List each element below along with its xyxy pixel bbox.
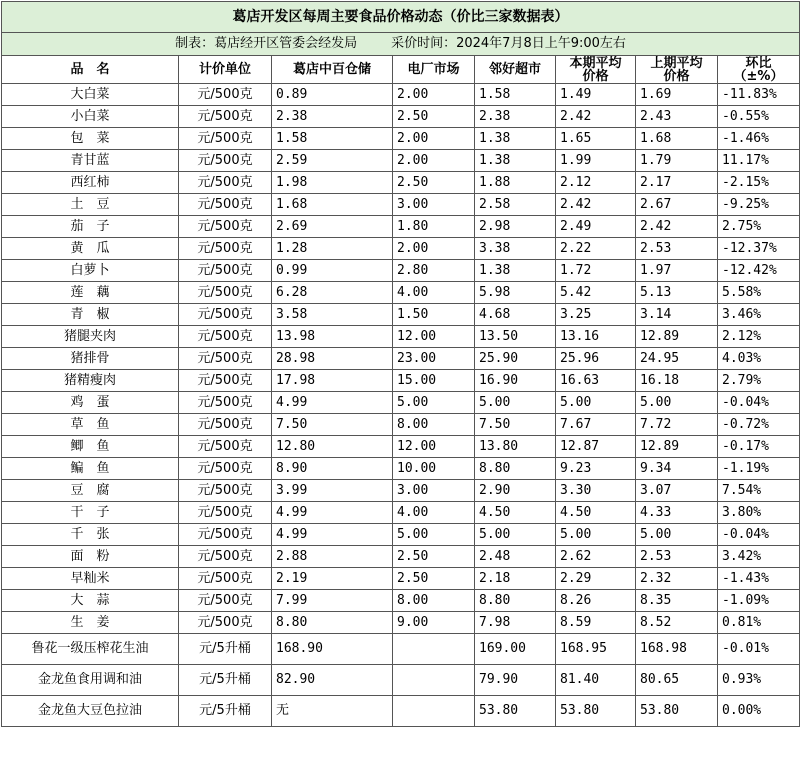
table-row [2,480,800,502]
cell-zhongbai-price: 无 [272,696,393,727]
cell-item-name: 金龙鱼食用调和油 [2,665,179,696]
cell-previous-avg: 5.13 [636,282,718,304]
cell-unit: 元/500克 [179,590,272,612]
table-row [2,370,800,392]
cell-linhao-price: 4.50 [475,502,556,524]
cell-linhao-price: 2.18 [475,568,556,590]
collect-time-label: 采价时间：2024年7月8日上午9:00左右 [391,36,626,51]
cell-previous-avg: 24.95 [636,348,718,370]
cell-unit: 元/500克 [179,392,272,414]
table-row [2,172,800,194]
cell-change: 4.03% [718,348,800,370]
cell-current-avg: 7.67 [556,414,636,436]
cell-linhao-price: 1.58 [475,84,556,106]
cell-zhongbai-price: 6.28 [272,282,393,304]
cell-change: 7.54% [718,480,800,502]
cell-zhongbai-price: 3.58 [272,304,393,326]
cell-change: 3.80% [718,502,800,524]
cell-zhongbai-price: 1.68 [272,194,393,216]
cell-unit: 元/500克 [179,282,272,304]
cell-previous-avg: 2.53 [636,546,718,568]
cell-unit: 元/500克 [179,546,272,568]
cell-unit: 元/500克 [179,524,272,546]
cell-zhongbai-price: 1.28 [272,238,393,260]
cell-current-avg: 13.16 [556,326,636,348]
cell-unit: 元/500克 [179,502,272,524]
cell-zhongbai-price: 1.98 [272,172,393,194]
cell-change: -11.83% [718,84,800,106]
cell-item-name: 土 豆 [2,194,179,216]
cell-previous-avg: 9.34 [636,458,718,480]
cell-unit: 元/500克 [179,260,272,282]
cell-item-name: 鳊 鱼 [2,458,179,480]
cell-current-avg: 5.42 [556,282,636,304]
table-row [2,128,800,150]
table-subtitle [2,33,800,56]
cell-change: -12.42% [718,260,800,282]
cell-unit: 元/5升桶 [179,634,272,665]
table-title: 葛店开发区每周主要食品价格动态（价比三家数据表） [2,2,800,33]
cell-linhao-price: 2.38 [475,106,556,128]
cell-dianchang-price: 2.00 [393,84,475,106]
cell-dianchang-price: 8.00 [393,590,475,612]
cell-previous-avg: 168.98 [636,634,718,665]
cell-zhongbai-price: 2.88 [272,546,393,568]
cell-current-avg: 2.12 [556,172,636,194]
cell-change: 2.79% [718,370,800,392]
cell-linhao-price: 7.50 [475,414,556,436]
cell-linhao-price: 3.38 [475,238,556,260]
cell-zhongbai-price: 82.90 [272,665,393,696]
cell-dianchang-price: 2.00 [393,128,475,150]
table-row [2,282,800,304]
cell-current-avg: 3.25 [556,304,636,326]
cell-linhao-price: 4.68 [475,304,556,326]
cell-unit: 元/500克 [179,370,272,392]
table-row [2,568,800,590]
cell-zhongbai-price: 4.99 [272,392,393,414]
header-unit: 计价单位 [179,56,272,84]
cell-zhongbai-price: 8.80 [272,612,393,634]
cell-zhongbai-price: 7.99 [272,590,393,612]
cell-item-name: 鲫 鱼 [2,436,179,458]
cell-current-avg: 3.30 [556,480,636,502]
table-row [2,348,800,370]
cell-dianchang-price: 3.00 [393,194,475,216]
price-table [1,1,800,727]
cell-linhao-price: 2.98 [475,216,556,238]
cell-dianchang-price: 4.00 [393,502,475,524]
cell-unit: 元/5升桶 [179,665,272,696]
cell-linhao-price: 1.38 [475,150,556,172]
cell-unit: 元/5升桶 [179,696,272,727]
maker-label: 制表：葛店经开区管委会经发局 [175,36,358,51]
cell-dianchang-price: 2.50 [393,106,475,128]
cell-item-name: 早籼米 [2,568,179,590]
cell-current-avg: 9.23 [556,458,636,480]
cell-zhongbai-price: 4.99 [272,524,393,546]
cell-unit: 元/500克 [179,150,272,172]
cell-linhao-price: 1.38 [475,128,556,150]
cell-change: 11.17% [718,150,800,172]
cell-linhao-price: 1.88 [475,172,556,194]
cell-change: -1.43% [718,568,800,590]
cell-dianchang-price: 12.00 [393,436,475,458]
cell-dianchang-price: 23.00 [393,348,475,370]
cell-change: 0.93% [718,665,800,696]
cell-change: -9.25% [718,194,800,216]
cell-item-name: 鸡 蛋 [2,392,179,414]
cell-unit: 元/500克 [179,128,272,150]
cell-current-avg: 2.22 [556,238,636,260]
cell-item-name: 青 椒 [2,304,179,326]
cell-current-avg: 25.96 [556,348,636,370]
cell-linhao-price: 53.80 [475,696,556,727]
table-row [2,150,800,172]
cell-linhao-price: 5.98 [475,282,556,304]
table-row [2,458,800,480]
cell-previous-avg: 1.97 [636,260,718,282]
cell-item-name: 大白菜 [2,84,179,106]
cell-previous-avg: 8.52 [636,612,718,634]
cell-dianchang-price: 10.00 [393,458,475,480]
cell-current-avg: 2.62 [556,546,636,568]
cell-linhao-price: 5.00 [475,392,556,414]
table-row [2,590,800,612]
table-row [2,546,800,568]
cell-dianchang-price: 9.00 [393,612,475,634]
cell-current-avg: 8.59 [556,612,636,634]
cell-change: -0.01% [718,634,800,665]
cell-current-avg: 16.63 [556,370,636,392]
table-row [2,392,800,414]
table-row [2,436,800,458]
cell-unit: 元/500克 [179,612,272,634]
cell-dianchang-price: 12.00 [393,326,475,348]
cell-linhao-price: 16.90 [475,370,556,392]
cell-linhao-price: 7.98 [475,612,556,634]
cell-change: -1.46% [718,128,800,150]
header-change: 环比 （±%） [718,56,800,84]
cell-change: 2.75% [718,216,800,238]
cell-unit: 元/500克 [179,194,272,216]
table-row [2,502,800,524]
cell-dianchang-price: 5.00 [393,524,475,546]
cell-zhongbai-price: 3.99 [272,480,393,502]
cell-change: -12.37% [718,238,800,260]
cell-dianchang-price: 4.00 [393,282,475,304]
cell-previous-avg: 2.17 [636,172,718,194]
cell-current-avg: 1.99 [556,150,636,172]
cell-item-name: 豆 腐 [2,480,179,502]
cell-current-avg: 12.87 [556,436,636,458]
cell-previous-avg: 2.53 [636,238,718,260]
cell-current-avg: 1.72 [556,260,636,282]
cell-change: -1.09% [718,590,800,612]
cell-current-avg: 53.80 [556,696,636,727]
cell-zhongbai-price: 1.58 [272,128,393,150]
cell-current-avg: 2.42 [556,106,636,128]
cell-linhao-price: 8.80 [475,590,556,612]
cell-previous-avg: 53.80 [636,696,718,727]
cell-unit: 元/500克 [179,238,272,260]
cell-change: -0.55% [718,106,800,128]
cell-change: -0.72% [718,414,800,436]
cell-previous-avg: 12.89 [636,326,718,348]
cell-previous-avg: 12.89 [636,436,718,458]
cell-change: -1.19% [718,458,800,480]
cell-item-name: 金龙鱼大豆色拉油 [2,696,179,727]
table-row [2,216,800,238]
cell-item-name: 面 粉 [2,546,179,568]
cell-current-avg: 5.00 [556,524,636,546]
cell-change: 5.58% [718,282,800,304]
cell-change: 3.42% [718,546,800,568]
cell-item-name: 猪精瘦肉 [2,370,179,392]
cell-item-name: 莲 藕 [2,282,179,304]
cell-change: 2.12% [718,326,800,348]
cell-unit: 元/500克 [179,304,272,326]
cell-zhongbai-price: 28.98 [272,348,393,370]
table-row [2,238,800,260]
cell-unit: 元/500克 [179,436,272,458]
cell-change: 0.00% [718,696,800,727]
cell-linhao-price: 2.48 [475,546,556,568]
cell-item-name: 千 张 [2,524,179,546]
table-row [2,194,800,216]
cell-change: -2.15% [718,172,800,194]
cell-zhongbai-price: 2.19 [272,568,393,590]
cell-previous-avg: 8.35 [636,590,718,612]
cell-linhao-price: 169.00 [475,634,556,665]
table-row [2,665,800,696]
cell-dianchang-price: 2.50 [393,172,475,194]
cell-previous-avg: 3.07 [636,480,718,502]
cell-dianchang-price: 2.00 [393,238,475,260]
cell-previous-avg: 80.65 [636,665,718,696]
subtitle-row [2,33,800,56]
cell-unit: 元/500克 [179,480,272,502]
cell-previous-avg: 5.00 [636,524,718,546]
cell-current-avg: 168.95 [556,634,636,665]
cell-linhao-price: 8.80 [475,458,556,480]
cell-item-name: 大 蒜 [2,590,179,612]
cell-dianchang-price: 5.00 [393,392,475,414]
cell-current-avg: 8.26 [556,590,636,612]
cell-unit: 元/500克 [179,84,272,106]
cell-linhao-price: 25.90 [475,348,556,370]
header-zhongbai: 葛店中百仓储 [272,56,393,84]
cell-current-avg: 2.42 [556,194,636,216]
cell-dianchang-price [393,665,475,696]
table-row [2,414,800,436]
cell-zhongbai-price: 2.59 [272,150,393,172]
cell-zhongbai-price: 168.90 [272,634,393,665]
cell-change: 0.81% [718,612,800,634]
column-header-row [2,56,800,84]
cell-previous-avg: 2.43 [636,106,718,128]
cell-zhongbai-price: 8.90 [272,458,393,480]
cell-linhao-price: 1.38 [475,260,556,282]
cell-previous-avg: 7.72 [636,414,718,436]
table-row [2,84,800,106]
cell-current-avg: 2.29 [556,568,636,590]
cell-change: -0.04% [718,524,800,546]
cell-current-avg: 5.00 [556,392,636,414]
cell-zhongbai-price: 2.69 [272,216,393,238]
cell-dianchang-price: 2.50 [393,546,475,568]
cell-zhongbai-price: 0.99 [272,260,393,282]
cell-item-name: 生 姜 [2,612,179,634]
cell-current-avg: 1.49 [556,84,636,106]
cell-previous-avg: 2.67 [636,194,718,216]
table-row [2,696,800,727]
cell-unit: 元/500克 [179,348,272,370]
cell-linhao-price: 13.50 [475,326,556,348]
cell-previous-avg: 1.68 [636,128,718,150]
cell-linhao-price: 13.80 [475,436,556,458]
cell-zhongbai-price: 0.89 [272,84,393,106]
cell-unit: 元/500克 [179,458,272,480]
cell-item-name: 干 子 [2,502,179,524]
cell-zhongbai-price: 2.38 [272,106,393,128]
cell-dianchang-price: 1.50 [393,304,475,326]
table-row [2,326,800,348]
cell-previous-avg: 5.00 [636,392,718,414]
cell-unit: 元/500克 [179,326,272,348]
cell-dianchang-price: 15.00 [393,370,475,392]
header-current-avg: 本期平均 价格 [556,56,636,84]
cell-linhao-price: 2.58 [475,194,556,216]
cell-dianchang-price: 2.00 [393,150,475,172]
cell-item-name: 草 鱼 [2,414,179,436]
cell-unit: 元/500克 [179,568,272,590]
cell-zhongbai-price: 17.98 [272,370,393,392]
header-previous-avg: 上期平均 价格 [636,56,718,84]
cell-linhao-price: 5.00 [475,524,556,546]
cell-zhongbai-price: 12.80 [272,436,393,458]
cell-zhongbai-price: 4.99 [272,502,393,524]
cell-unit: 元/500克 [179,106,272,128]
cell-item-name: 鲁花一级压榨花生油 [2,634,179,665]
cell-linhao-price: 2.90 [475,480,556,502]
cell-dianchang-price: 8.00 [393,414,475,436]
cell-previous-avg: 1.69 [636,84,718,106]
cell-unit: 元/500克 [179,414,272,436]
cell-item-name: 西红柿 [2,172,179,194]
cell-zhongbai-price: 7.50 [272,414,393,436]
header-name: 品 名 [2,56,179,84]
table-row [2,304,800,326]
table-row [2,106,800,128]
table-row [2,260,800,282]
cell-item-name: 茄 子 [2,216,179,238]
cell-previous-avg: 1.79 [636,150,718,172]
cell-previous-avg: 2.42 [636,216,718,238]
cell-unit: 元/500克 [179,172,272,194]
cell-current-avg: 2.49 [556,216,636,238]
cell-item-name: 青甘蓝 [2,150,179,172]
cell-previous-avg: 4.33 [636,502,718,524]
cell-item-name: 猪腿夹肉 [2,326,179,348]
cell-previous-avg: 16.18 [636,370,718,392]
cell-previous-avg: 3.14 [636,304,718,326]
cell-item-name: 白萝卜 [2,260,179,282]
title-row [2,2,800,33]
cell-current-avg: 4.50 [556,502,636,524]
cell-dianchang-price: 1.80 [393,216,475,238]
header-linhao: 邻好超市 [475,56,556,84]
cell-item-name: 包 菜 [2,128,179,150]
cell-dianchang-price: 3.00 [393,480,475,502]
cell-dianchang-price: 2.80 [393,260,475,282]
cell-unit: 元/500克 [179,216,272,238]
cell-dianchang-price [393,634,475,665]
cell-item-name: 猪排骨 [2,348,179,370]
cell-dianchang-price: 2.50 [393,568,475,590]
cell-dianchang-price [393,696,475,727]
cell-zhongbai-price: 13.98 [272,326,393,348]
cell-current-avg: 81.40 [556,665,636,696]
cell-change: -0.17% [718,436,800,458]
cell-linhao-price: 79.90 [475,665,556,696]
cell-previous-avg: 2.32 [636,568,718,590]
cell-item-name: 小白菜 [2,106,179,128]
cell-change: -0.04% [718,392,800,414]
cell-item-name: 黄 瓜 [2,238,179,260]
table-row [2,634,800,665]
table-row [2,524,800,546]
cell-change: 3.46% [718,304,800,326]
table-row [2,612,800,634]
cell-current-avg: 1.65 [556,128,636,150]
header-dianchang: 电厂市场 [393,56,475,84]
